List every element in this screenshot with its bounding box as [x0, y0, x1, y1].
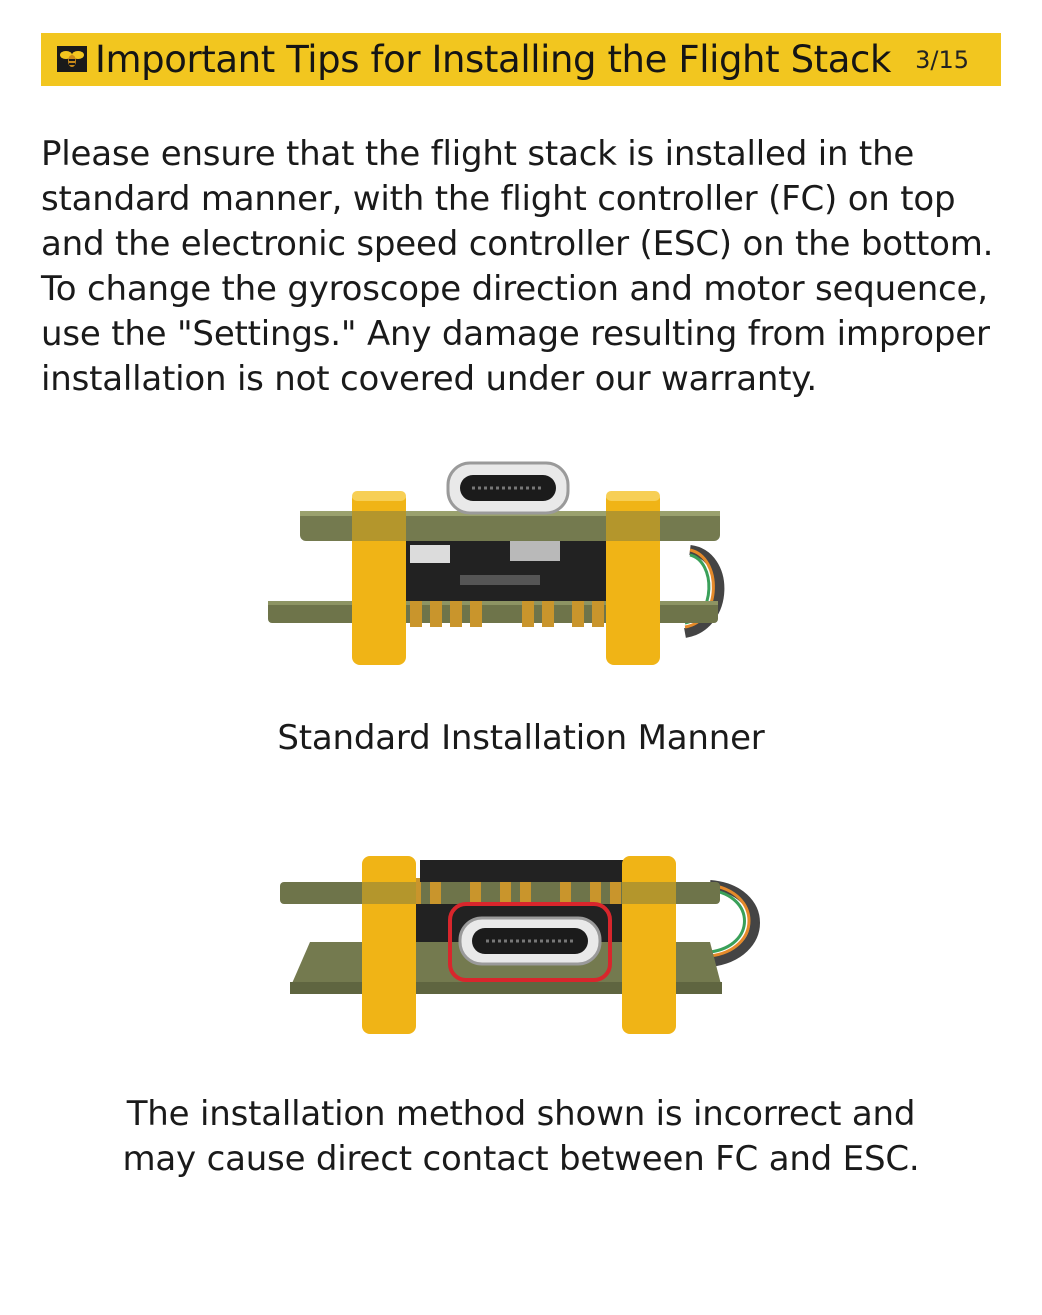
standard-stack-image	[260, 455, 740, 675]
page-title: Important Tips for Installing the Flight Stack	[95, 38, 892, 81]
standard-caption: Standard Installation Manner	[277, 718, 765, 758]
intro-paragraph: Please ensure that the flight stack is installed in the standard manner, with the flight controller (FC) on top and the electronic speed controller (ESC) on the bottom. To change the gyroscope direction and motor sequence, use the "Settings." Any damage resulting from improper installation is not covered under our warranty.	[41, 134, 994, 399]
page-number: 3/15	[915, 46, 969, 74]
bee-logo-icon	[57, 46, 87, 72]
incorrect-caption: The installation method shown is incorrect and may cause direct contact between FC and ESC.	[122, 1094, 920, 1179]
incorrect-stack-image	[270, 850, 770, 1040]
header-banner	[41, 33, 1001, 86]
